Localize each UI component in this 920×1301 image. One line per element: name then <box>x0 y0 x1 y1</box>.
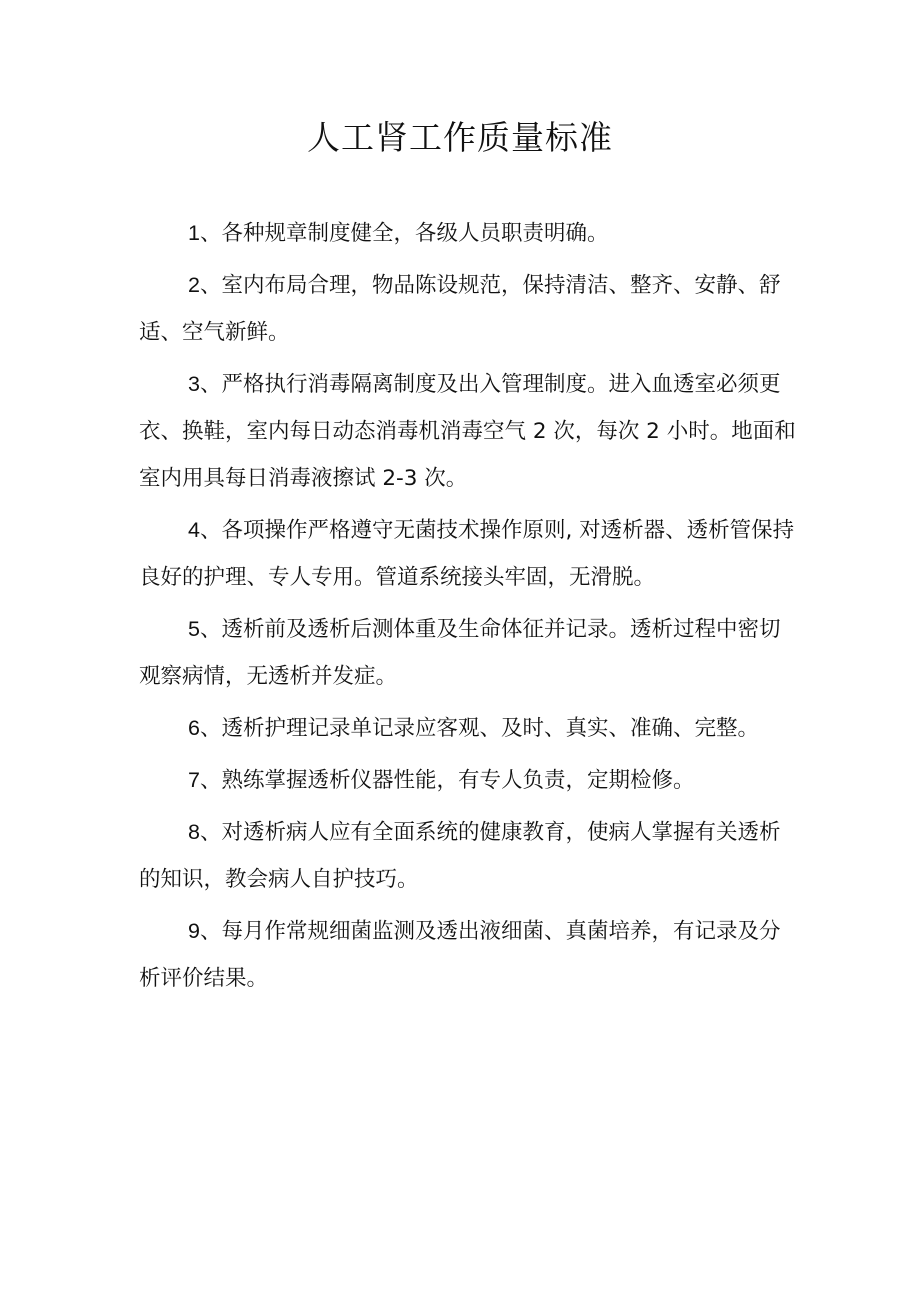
item-text: 、严格执行消毒隔离制度及出入管理制度。进入血透室必须更衣、换鞋，室内每日动态消毒机消毒空气 2 次，每次 2 小时。地面和室内用具每日消毒液擦试 2-3 次。 <box>139 372 796 491</box>
list-item <box>139 262 799 356</box>
item-text: 、熟练掌握透析仪器性能，有专人负责，定期检修。 <box>199 768 695 793</box>
item-text: 、各种规章制度健全，各级人员职责明确。 <box>199 221 609 246</box>
item-number: 2 <box>188 273 200 297</box>
item-number: 3 <box>188 372 200 396</box>
document-body <box>139 210 799 1007</box>
list-item <box>139 361 799 502</box>
item-text: 、透析前及透析后测体重及生命体征并记录。透析过程中密切观察病情，无透析并发症。 <box>139 617 781 689</box>
document-title: 人工肾工作质量标准 <box>307 118 613 157</box>
list-item <box>139 757 799 804</box>
item-number: 8 <box>188 820 200 844</box>
list-item <box>139 210 799 257</box>
list-item <box>139 507 799 601</box>
item-number: 7 <box>188 768 200 792</box>
item-text: 、室内布局合理，物品陈设规范，保持清洁、整齐、安静、舒适、空气新鲜。 <box>139 273 781 345</box>
item-number: 9 <box>188 919 200 943</box>
item-text: 、透析护理记录单记录应客观、及时、真实、准确、完整。 <box>199 716 759 741</box>
item-number: 5 <box>188 617 200 641</box>
item-number: 4 <box>188 518 200 542</box>
list-item <box>139 908 799 1002</box>
item-text: 、每月作常规细菌监测及透出液细菌、真菌培养，有记录及分析评价结果。 <box>139 919 781 991</box>
list-item <box>139 606 799 700</box>
list-item <box>139 809 799 903</box>
item-number: 6 <box>188 716 200 740</box>
item-number: 1 <box>188 221 200 245</box>
item-text: 、各项操作严格遵守无菌技术操作原则, 对透析器、透析管保持良好的护理、专人专用。管道系统接头牢固，无滑脱。 <box>139 518 795 590</box>
list-item <box>139 705 799 752</box>
item-text: 、对透析病人应有全面系统的健康教育，使病人掌握有关透析的知识，教会病人自护技巧。 <box>139 820 781 892</box>
